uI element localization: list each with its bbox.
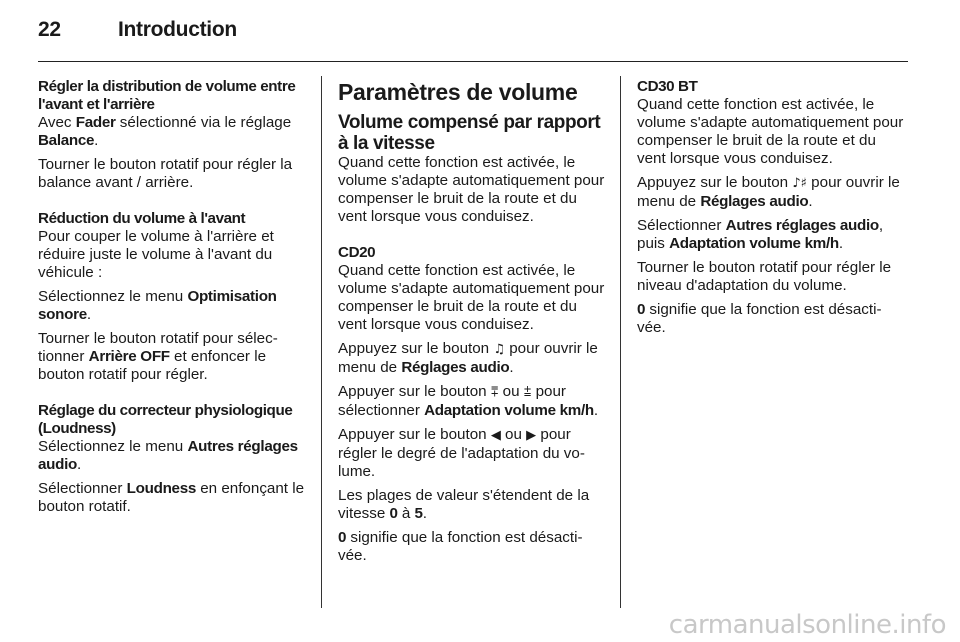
paragraph: Appuyer sur le bouton ⩱ ou ⩲ pour sélectionner Adaptation volume km/h. <box>338 383 599 419</box>
paragraph: Quand cette fonction est activée, le volume s'adapte automatiquement pour compenser le bruit de la route et du vent lorsque vous conduisez. <box>338 154 605 225</box>
paragraph: Quand cette fonction est activée, le volume s'adapte automatiquement pour compenser le bruit de la route et du vent lorsque vous conduisez. <box>338 262 605 333</box>
paragraph: Tourner le bouton rotatif pour sélec- tionner Arrière OFF et enfoncer le bouton rotatif pour régler. <box>38 330 278 383</box>
subsection-title: Volume compensé par rapport à la vitesse <box>338 112 601 154</box>
paragraph: Quand cette fonction est activée, le volume s'adapte automatiquement pour compenser le bruit de la route et du vent lorsque vous conduisez. <box>637 96 904 167</box>
tuning-down-icon: ⩲ <box>523 385 532 400</box>
section-heading: CD20 <box>338 244 376 261</box>
paragraph: Appuyez sur le bouton ♪♯ pour ouvrir le menu de Réglages audio. <box>637 174 900 210</box>
header-rule <box>38 61 908 62</box>
column-divider <box>321 76 322 608</box>
paragraph: 0 signifie que la fonction est désacti- vée. <box>637 301 882 336</box>
music-note-icon: ♫ <box>493 342 506 357</box>
paragraph: Sélectionnez le menu Optimisation sonore. <box>38 288 277 323</box>
tone-icon: ♪♯ <box>792 176 807 191</box>
section-heading: CD30 BT <box>637 78 698 95</box>
paragraph: Sélectionner Loudness en enfonçant le bouton rotatif. <box>38 480 305 515</box>
right-arrow-icon: ▶ <box>526 428 537 443</box>
paragraph: 0 signifie que la fonction est désacti- vée. <box>338 529 583 564</box>
column-1 <box>38 78 308 522</box>
paragraph: Sélectionnez le menu Autres réglages audio. <box>38 438 298 473</box>
page-header <box>38 18 237 42</box>
section-heading: Réduction du volume à l'avant <box>38 210 246 227</box>
paragraph: Avec Fader sélectionné via le réglage Balance. <box>38 114 292 149</box>
section-heading: Réglage du correcteur physiologique (Loudness) <box>38 402 293 437</box>
paragraph: Tourner le bouton rotatif pour régler la balance avant / arrière. <box>38 156 293 191</box>
paragraph: Pour couper le volume à l'arrière et réduire juste le volume à l'avant du véhicule : <box>38 228 274 281</box>
section-title: Paramètres de volume <box>338 79 578 105</box>
left-arrow-icon: ◀ <box>490 428 501 443</box>
page-title: Introduction <box>118 18 237 41</box>
page-number: 22 <box>38 18 61 41</box>
column-2 <box>338 78 608 571</box>
tuning-up-icon: ⩱ <box>490 385 499 400</box>
paragraph: Sélectionner Autres réglages audio, puis Adaptation volume km/h. <box>637 217 884 252</box>
paragraph: Les plages de valeur s'étendent de la vitesse 0 à 5. <box>338 487 590 522</box>
paragraph: Tourner le bouton rotatif pour régler le niveau d'adaptation du volume. <box>637 259 892 294</box>
watermark: carmanualsonline.info <box>668 610 946 640</box>
paragraph: Appuyez sur le bouton ♫ pour ouvrir le menu de Réglages audio. <box>338 340 598 376</box>
column-divider <box>620 76 621 608</box>
section-heading: Régler la distribution de volume entre l'avant et l'arrière <box>38 78 296 113</box>
paragraph: Appuyer sur le bouton ◀ ou ▶ pour régler le degré de l'adaptation du vo- lume. <box>338 426 585 480</box>
column-3 <box>637 78 907 343</box>
